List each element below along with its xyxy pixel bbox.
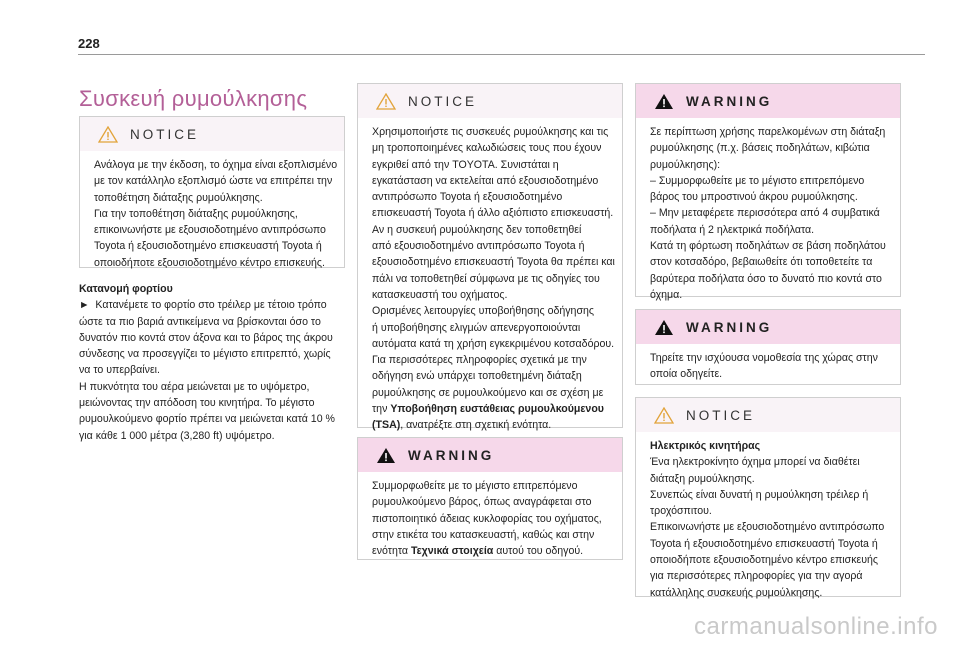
text-line: αυτόματα κατά τη χρήση εγκεκριμένου κοτσαδόρου. [372,337,615,350]
warning-label: WARNING [686,319,773,335]
load-distribution-heading: Κατανομή φορτίου [79,283,173,295]
notice-text [80,151,344,279]
text-line: Συμμορφωθείτε με το μέγιστο επιτρεπόμενο [372,480,578,492]
tsa-abbreviation: (TSA) [372,419,401,432]
warning-header [636,310,900,344]
text-line: όχημα. [650,288,683,301]
text-line [79,297,349,313]
text-line: με τον κατάλληλο εξοπλισμό ώστε να επιτρέπει την [94,175,333,188]
text-fragment: την [372,403,391,416]
text-line: οποιοδήποτε εξουσιοδοτημένο κέντρο επισκευής [650,554,878,567]
text-line: Αν η συσκευή ρυμούλκησης δεν τοποθετηθεί [372,223,582,236]
text-line [372,401,608,417]
text-line: στον κοτσαδόρο, βεβαιωθείτε ότι τοποθετείτε τα [650,256,873,269]
text-line: ώστε τα πιο βαριά αντικείμενα να βρίσκονται όσο το [79,315,321,328]
text-line: βαρύτερα ποδήλατα όσο το δυνατό πιο κοντά στο [650,272,882,285]
bullet-arrow-icon: ► [79,299,90,312]
text-line: – Συμμορφωθείτε με το μέγιστο επιτρεπόμενο [650,174,865,187]
text-line: μειώνοντας την απόδοση του κινητήρα. Το μέγιστο [79,397,315,410]
text-line: για περισσότερες πληροφορίες για την αγορά [650,570,863,583]
warning-header [358,438,622,472]
text-line: Τηρείτε την ισχύουσα νομοθεσία της χώρας στην [650,352,878,364]
warning-icon [654,319,674,336]
text-fragment: ενότητα [372,545,411,558]
text-line: Επικοινωνήστε με εξουσιοδοτημένο αντιπρόσωπο [650,521,885,534]
warning-text [358,472,622,567]
notice-icon [98,126,118,143]
text-line: ποδήλατα ή 2 ηλεκτρικά ποδήλατα. [650,223,815,236]
text-line: Toyota ή εξουσιοδοτημένο επισκευαστή Toyota ή [94,240,322,253]
text-line: Η πυκνότητα του αέρα μειώνεται με το υψόμετρο, [79,380,310,393]
text-line [372,543,608,559]
text-line: ρυμούλκησης): [650,158,721,171]
warning-text [636,118,900,311]
section-title: Συσκευή ρυμούλκησης [79,86,308,111]
text-line: κατάλληλης συσκευής ρυμούλκησης. [650,586,823,599]
electric-motor-heading: Ηλεκτρικός κινητήρας [650,440,761,452]
text-line: εξουσιοδοτημένο επισκευαστή Toyota θα πρέπει και [372,256,615,269]
notice-box-electric-motor [635,397,901,597]
text-line: Σε περίπτωση χρήσης παρελκομένων στη διάταξη [650,126,886,138]
text-line [372,417,608,433]
tsa-reference: Υποβοήθηση ευστάθειας ρυμουλκούμενου [390,403,604,416]
text-line: τοποθέτηση διάταξης ρυμούλκησης. [94,191,263,204]
notice-label: NOTICE [686,407,756,423]
text-line: Ένα ηλεκτροκίνητο όχημα μπορεί να διαθέτει [650,456,860,469]
text-line-content: Κατανέμετε το φορτίο στο τρέιλερ με τέτοιο τρόπο [95,299,327,312]
text-line: οδήγηση ενώ υπάρχει τοποθετημένη διάταξη [372,370,582,383]
notice-text [358,118,622,442]
page-number: 228 [78,36,100,51]
text-fragment: , ανατρέξτε στη σχετική ενότητα. [400,419,552,432]
text-line: να το υπερβαίνει. [79,364,160,377]
text-line: διάταξη ρυμούλκησης. [650,472,755,485]
notice-label: NOTICE [408,93,478,109]
warning-box-legislation [635,309,901,385]
text-line: Toyota ή εξουσιοδοτημένο επισκευαστή Toyota ή [650,537,878,550]
watermark: carmanualsonline.info [694,613,938,640]
notice-header [636,398,900,432]
warning-text [636,344,900,391]
warning-label: WARNING [408,447,495,463]
text-fragment: αυτού του οδηγού. [493,545,584,558]
text-line: δυνατόν πιο κοντά στον άξονα και το βάρος της άκρου [79,331,333,344]
text-line: οποία οδηγείτε. [650,368,723,381]
text-line: Ανάλογα με την έκδοση, το όχημα είναι εξοπλισμένο [94,159,338,171]
text-line: τροχόσπιτου. [650,505,712,518]
text-line: για κάθε 1 000 μέτρα (3,280 ft) υψόμετρο. [79,429,275,442]
text-line: Χρησιμοποιήστε τις συσκευές ρυμούλκησης και τις [372,126,609,138]
notice-label: NOTICE [130,126,200,142]
warning-icon [654,93,674,110]
notice-icon [654,407,674,424]
text-line: εγκριθεί από την TOYOTA. Συνιστάται η [372,158,559,171]
text-line: επικοινωνήστε με εξουσιοδοτημένο αντιπρόσωπο [94,224,326,237]
text-line: κατασκευαστή του οχήματος. [372,288,508,301]
text-line: στην ετικέτα του κατασκευαστή, καθώς και στην [372,528,595,541]
text-line: ρυμούλκησης σε ρυμουλκούμενο και σε σχέση με [372,386,604,399]
warning-box-accessories [635,83,901,301]
text-line: πιστοποιητικό άδειας κυκλοφορίας του οχήματος, [372,512,602,525]
text-line: Για περισσότερες πληροφορίες σχετικά με την [372,354,587,367]
notice-header [358,84,622,118]
warning-box-max-weight [357,437,623,560]
notice-icon [376,93,396,110]
text-line: ρυμουλκούμενο βάρος, όπως αναγράφεται στο [372,496,592,509]
load-distribution-section [79,281,349,444]
warning-header [636,84,900,118]
text-line: πάλι να τοποθετηθεί σύμφωνα με τις οδηγίες του [372,272,600,285]
text-line: αντιπρόσωπο Toyota ή εξουσιοδοτημένο [372,191,563,204]
text-line: ρυμούλκησης (π.χ. βάσεις ποδηλάτων, κιβώτια [650,142,870,155]
text-line: Ορισμένες λειτουργίες υποβοήθησης οδήγησης [372,305,594,318]
text-line: Για την τοποθέτηση διάταξης ρυμούλκησης, [94,207,298,220]
text-line: σύνδεσης να προσεγγίζει το μέγιστο επιτρεπτό, χωρίς [79,348,331,361]
notice-header [80,117,344,151]
notice-box-install [79,116,345,268]
text-line: οποιοδήποτε εξουσιοδοτημένο κέντρο επισκευής. [94,256,325,269]
technical-data-reference: Τεχνικά στοιχεία [410,545,494,558]
text-line: βάρος του μπροστινού άκρου ρυμούλκησης. [650,191,858,204]
notice-text [636,432,900,609]
text-line: μη τροποποιημένες καλωδιώσεις τους που έχουν [372,142,602,155]
warning-icon [376,447,396,464]
text-line: από εξουσιοδοτημένο αντιπρόσωπο Toyota ή [372,240,585,253]
header-rule [78,54,925,55]
text-line: εγκατάσταση να εκτελείται από εξουσιοδοτημένο [372,174,599,187]
text-line: επισκευαστή Toyota ή άλλο αξιόπιστο επισκευαστή. [372,207,614,220]
text-line: ρυμουλκούμενο φορτίο πρέπει να μειώνεται κατά 10 % [79,413,335,426]
text-line: Συνεπώς είναι δυνατή η ρυμούλκηση τρέιλερ ή [650,488,869,501]
warning-label: WARNING [686,93,773,109]
text-line: Κατά τη φόρτωση ποδηλάτων σε βάση ποδηλάτου [650,240,886,253]
text-line: ή υποβοήθησης ελιγμών απενεργοποιούνται [372,321,581,334]
notice-box-approved [357,83,623,432]
text-line: – Μην μεταφέρετε περισσότερα από 4 συμβατικά [650,207,880,220]
